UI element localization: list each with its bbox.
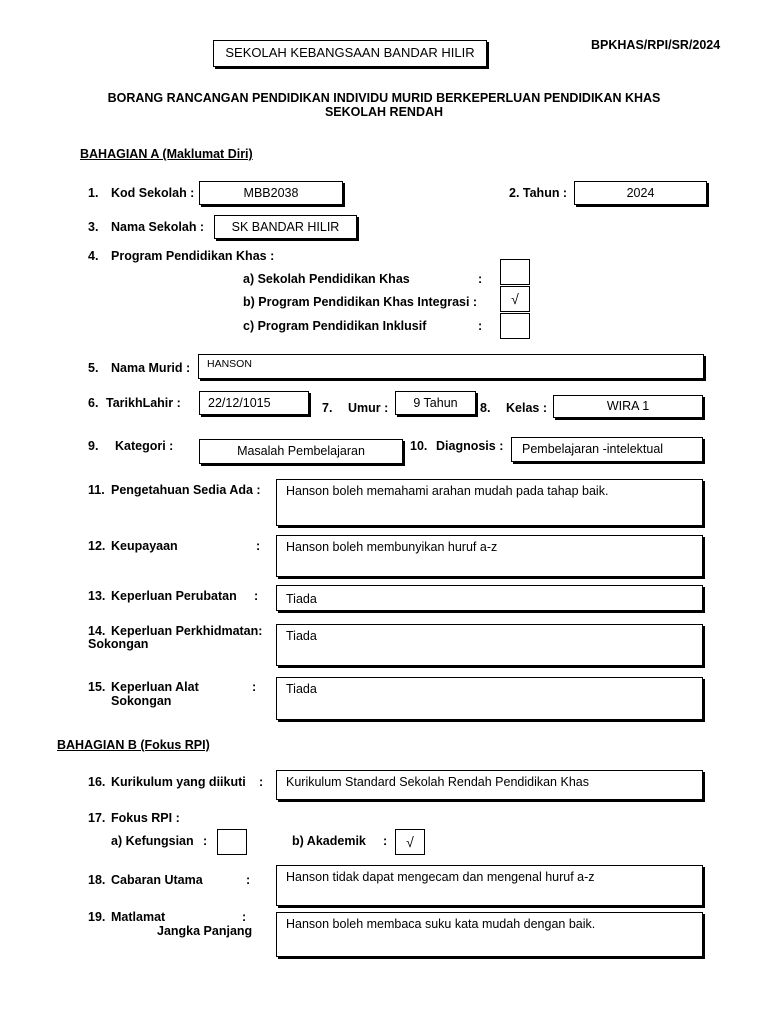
section-b-heading: BAHAGIAN B (Fokus RPI) — [57, 738, 210, 752]
akademik-label: b) Akademik — [292, 834, 366, 848]
nama-murid-label: Nama Murid : — [111, 361, 191, 375]
kefungsian-label: a) Kefungsian — [111, 834, 194, 848]
akademik-colon: : — [383, 834, 388, 848]
keupayaan-label: Keupayaan — [111, 539, 178, 553]
nama-sekolah-label: Nama Sekolah : — [111, 220, 205, 234]
tahun-label: 2. Tahun : — [509, 186, 568, 200]
perubatan-colon: : — [254, 589, 259, 603]
diagnosis-field[interactable]: Pembelajaran -intelektual — [511, 437, 703, 462]
item-number: 4. — [88, 249, 99, 263]
item-number: 19. — [88, 910, 106, 924]
item-number: 13. — [88, 589, 106, 603]
kurikulum-colon: : — [259, 775, 264, 789]
item-number: 7. — [322, 401, 333, 415]
program-option-colon: : — [478, 319, 483, 333]
kategori-field[interactable]: Masalah Pembelajaran — [199, 439, 403, 464]
school-name-box: SEKOLAH KEBANGSAAN BANDAR HILIR — [213, 40, 487, 67]
item-number: 5. — [88, 361, 99, 375]
pengetahuan-field[interactable]: Hanson boleh memahami arahan mudah pada tahap baik. — [276, 479, 703, 526]
cabaran-label: Cabaran Utama — [111, 873, 203, 887]
kurikulum-label: Kurikulum yang diikuti — [111, 775, 246, 789]
perkhidmatan-label: Keperluan Perkhidmatan: — [111, 624, 263, 638]
umur-field[interactable]: 9 Tahun — [395, 391, 476, 415]
akademik-checkbox[interactable]: √ — [395, 829, 425, 855]
tahun-field[interactable]: 2024 — [574, 181, 707, 205]
kurikulum-field[interactable]: Kurikulum Standard Sekolah Rendah Pendidikan Khas — [276, 770, 703, 800]
matlamat-label: Matlamat — [111, 910, 166, 924]
item-number: 10. — [410, 439, 428, 453]
item-number: 6. — [88, 396, 99, 410]
tarikh-lahir-label: TarikhLahir : — [106, 396, 181, 410]
item-number: 18. — [88, 873, 106, 887]
keupayaan-colon: : — [256, 539, 261, 553]
item-number: 16. — [88, 775, 106, 789]
cabaran-colon: : — [246, 873, 251, 887]
item-number: 12. — [88, 539, 106, 553]
kod-sekolah-field[interactable]: MBB2038 — [199, 181, 343, 205]
matlamat-field[interactable]: Hanson boleh membaca suku kata mudah dengan baik. — [276, 912, 703, 957]
program-integrasi-checkbox[interactable]: √ — [500, 286, 530, 312]
nama-sekolah-field[interactable]: SK BANDAR HILIR — [214, 215, 357, 239]
program-label: Program Pendidikan Khas : — [111, 249, 275, 263]
alat-field[interactable]: Tiada — [276, 677, 703, 720]
alat-label-line2: Sokongan — [111, 694, 172, 708]
cabaran-field[interactable]: Hanson tidak dapat mengecam dan mengenal huruf a-z — [276, 865, 703, 906]
item-number: 17. — [88, 811, 106, 825]
item-number: 14. — [88, 624, 106, 638]
perkhidmatan-label-line2: Sokongan — [88, 637, 149, 651]
item-number: 1. — [88, 186, 99, 200]
kelas-label: Kelas : — [506, 401, 547, 415]
program-option-label: b) Program Pendidikan Khas Integrasi : — [243, 295, 478, 309]
program-option-label: c) Program Pendidikan Inklusif — [243, 319, 427, 333]
program-option-label: a) Sekolah Pendidikan Khas — [243, 272, 410, 286]
kefungsian-colon: : — [203, 834, 208, 848]
form-subtitle: SEKOLAH RENDAH — [324, 105, 444, 119]
item-number: 8. — [480, 401, 491, 415]
form-code: BPKHAS/RPI/SR/2024 — [591, 38, 721, 52]
kefungsian-checkbox[interactable] — [217, 829, 247, 855]
item-number: 15. — [88, 680, 106, 694]
sekolah-pendidikan-khas-checkbox[interactable] — [500, 259, 530, 285]
fokus-label: Fokus RPI : — [111, 811, 180, 825]
perubatan-label: Keperluan Perubatan — [111, 589, 237, 603]
pengetahuan-label: Pengetahuan Sedia Ada : — [111, 483, 261, 497]
alat-label: Keperluan Alat — [111, 680, 199, 694]
perkhidmatan-field[interactable]: Tiada — [276, 624, 703, 666]
nama-murid-field[interactable]: HANSON — [198, 354, 704, 379]
item-number: 3. — [88, 220, 99, 234]
program-option-colon: : — [478, 272, 483, 286]
kod-sekolah-label: Kod Sekolah : — [111, 186, 195, 200]
alat-colon: : — [252, 680, 257, 694]
keupayaan-field[interactable]: Hanson boleh membunyikan huruf a-z — [276, 535, 703, 577]
item-number: 11. — [88, 483, 105, 497]
matlamat-label-line2: Jangka Panjang — [157, 924, 253, 938]
tarikh-lahir-field[interactable]: 22/12/1015 — [199, 391, 309, 415]
form-title: BORANG RANCANGAN PENDIDIKAN INDIVIDU MURID BERKEPERLUAN PENDIDIKAN KHAS — [107, 91, 661, 105]
kelas-field[interactable]: WIRA 1 — [553, 395, 703, 418]
section-a-heading: BAHAGIAN A (Maklumat Diri) — [80, 147, 253, 161]
matlamat-colon: : — [242, 910, 247, 924]
item-number: 9. — [88, 439, 99, 453]
diagnosis-label: Diagnosis : — [436, 439, 504, 453]
perubatan-field[interactable]: Tiada — [276, 585, 703, 611]
umur-label: Umur : — [348, 401, 389, 415]
program-inklusif-checkbox[interactable] — [500, 313, 530, 339]
kategori-label: Kategori : — [115, 439, 174, 453]
